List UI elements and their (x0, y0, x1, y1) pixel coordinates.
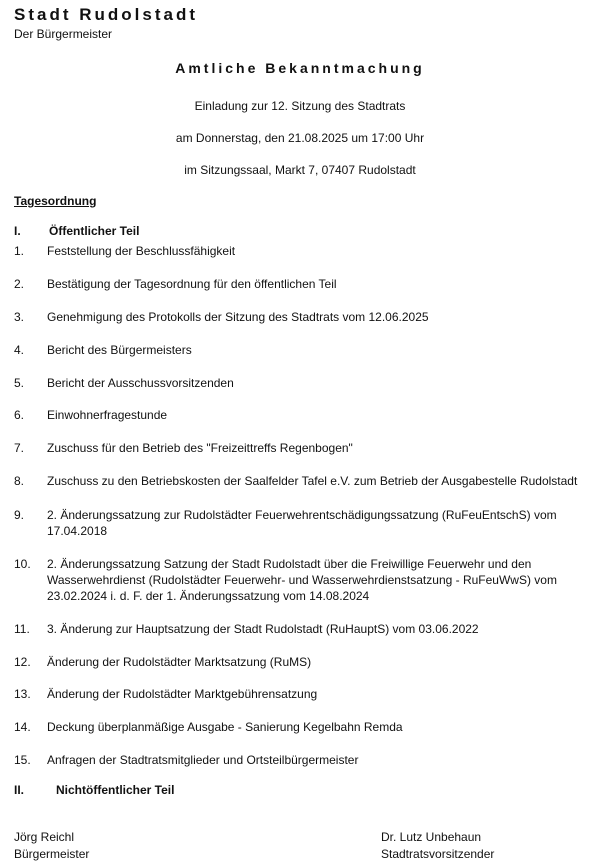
signature-role: Stadtratsvorsitzender (381, 847, 495, 861)
agenda-item-number: 13. (14, 687, 31, 701)
agenda-item-number: 5. (14, 376, 25, 390)
agenda-item-line: Bestätigung der Tagesordnung für den öffentlichen Teil (47, 277, 337, 291)
signature-left (14, 829, 89, 863)
agenda-item-line: Änderung der Rudolstädter Marktsatzung (RuMS) (47, 655, 312, 669)
issuer-role: Der Bürgermeister (14, 27, 113, 41)
venue-line: im Sitzungssaal, Markt 7, 07407 Rudolstadt (184, 163, 416, 177)
agenda-item-line: 17.04.2018 (47, 524, 108, 538)
agenda-item-text (47, 654, 587, 670)
agenda-item-text (47, 621, 587, 637)
section-title: Nichtöffentlicher Teil (56, 783, 175, 797)
signature-name: Jörg Reichl (14, 830, 75, 844)
agenda-item-line: 3. Änderung zur Hauptsatzung der Stadt Rudolstadt (RuHauptS) vom 03.06.2022 (47, 622, 479, 636)
signature-role: Bürgermeister (14, 847, 90, 861)
agenda-item-text (47, 556, 587, 604)
agenda-item-number: 14. (14, 720, 31, 734)
agenda-item-line: 2. Änderungssatzung zur Rudolstädter Feuerwehrentschädigungssatzung (RuFeuEntschS) vom (47, 508, 557, 522)
agenda-item-number: 12. (14, 655, 31, 669)
agenda-item-line: Wasserwehrdienst (Rudolstädter Feuerwehr- und Wasserwehrdienstsatzung - RuFeuWwS) vom (47, 573, 557, 587)
agenda-item-number: 15. (14, 753, 31, 767)
agenda-item-text (47, 342, 587, 358)
agenda-item-number: 9. (14, 508, 25, 522)
agenda-item-text (47, 440, 587, 456)
agenda-item-number: 10. (14, 557, 31, 571)
section-number: II. (14, 783, 25, 797)
agenda-item-line: Bericht der Ausschussvorsitzenden (47, 376, 234, 390)
agenda-item-line: Zuschuss zu den Betriebskosten der Saalfelder Tafel e.V. zum Betrieb der Ausgabestelle Rudolstadt (47, 474, 578, 488)
agenda-item-line: Zuschuss für den Betrieb des "Freizeittreffs Regenbogen" (47, 441, 353, 455)
agenda-item-text (47, 473, 587, 489)
agenda-item-text (47, 686, 587, 702)
signature-name: Dr. Lutz Unbehaun (381, 830, 482, 844)
agenda-item-text (47, 375, 587, 391)
agenda-item-text (47, 719, 587, 735)
agenda-item-text (47, 276, 587, 292)
agenda-item-line: Deckung überplanmäßige Ausgabe - Sanierung Kegelbahn Remda (47, 720, 403, 734)
agenda-item-text (47, 752, 587, 768)
agenda-item-line: Genehmigung des Protokolls der Sitzung des Stadtrats vom 12.06.2025 (47, 310, 429, 324)
agenda-item-number: 2. (14, 277, 25, 291)
agenda-item-number: 6. (14, 408, 25, 422)
agenda-item-number: 3. (14, 310, 25, 324)
agenda-item-number: 1. (14, 244, 25, 258)
date-line: am Donnerstag, den 21.08.2025 um 17:00 Uhr (175, 131, 425, 145)
section-number: I. (14, 224, 21, 238)
section-title: Öffentlicher Teil (49, 224, 140, 238)
agenda-item-line: Einwohnerfragestunde (47, 408, 168, 422)
agenda-item-line: 23.02.2024 i. d. F. der 1. Änderungssatzung vom 14.08.2024 (47, 589, 370, 603)
agenda-item-text (47, 407, 587, 423)
notice-title: Amtliche Bekanntmachung (175, 60, 425, 76)
agenda-item-line: Änderung der Rudolstädter Marktgebührensatzung (47, 687, 318, 701)
city-name: Stadt Rudolstadt (14, 5, 198, 24)
agenda-item-text (47, 243, 587, 259)
agenda-item-text (47, 507, 587, 539)
agenda-item-line: 2. Änderungssatzung Satzung der Stadt Rudolstadt über die Freiwillige Feuerwehr und den (47, 557, 532, 571)
agenda-item-number: 11. (14, 622, 30, 636)
agenda-item-number: 4. (14, 343, 25, 357)
agenda-item-line: Anfragen der Stadtratsmitglieder und Ortsteilbürgermeister (47, 753, 359, 767)
agenda-item-line: Feststellung der Beschlussfähigkeit (47, 244, 236, 258)
agenda-item-text (47, 309, 587, 325)
invitation-line: Einladung zur 12. Sitzung des Stadtrats (194, 99, 406, 113)
agenda-item-line: Bericht des Bürgermeisters (47, 343, 192, 357)
agenda-item-number: 7. (14, 441, 25, 455)
signature-right (381, 829, 494, 863)
agenda-heading: Tagesordnung (14, 194, 97, 208)
agenda-item-number: 8. (14, 474, 25, 488)
